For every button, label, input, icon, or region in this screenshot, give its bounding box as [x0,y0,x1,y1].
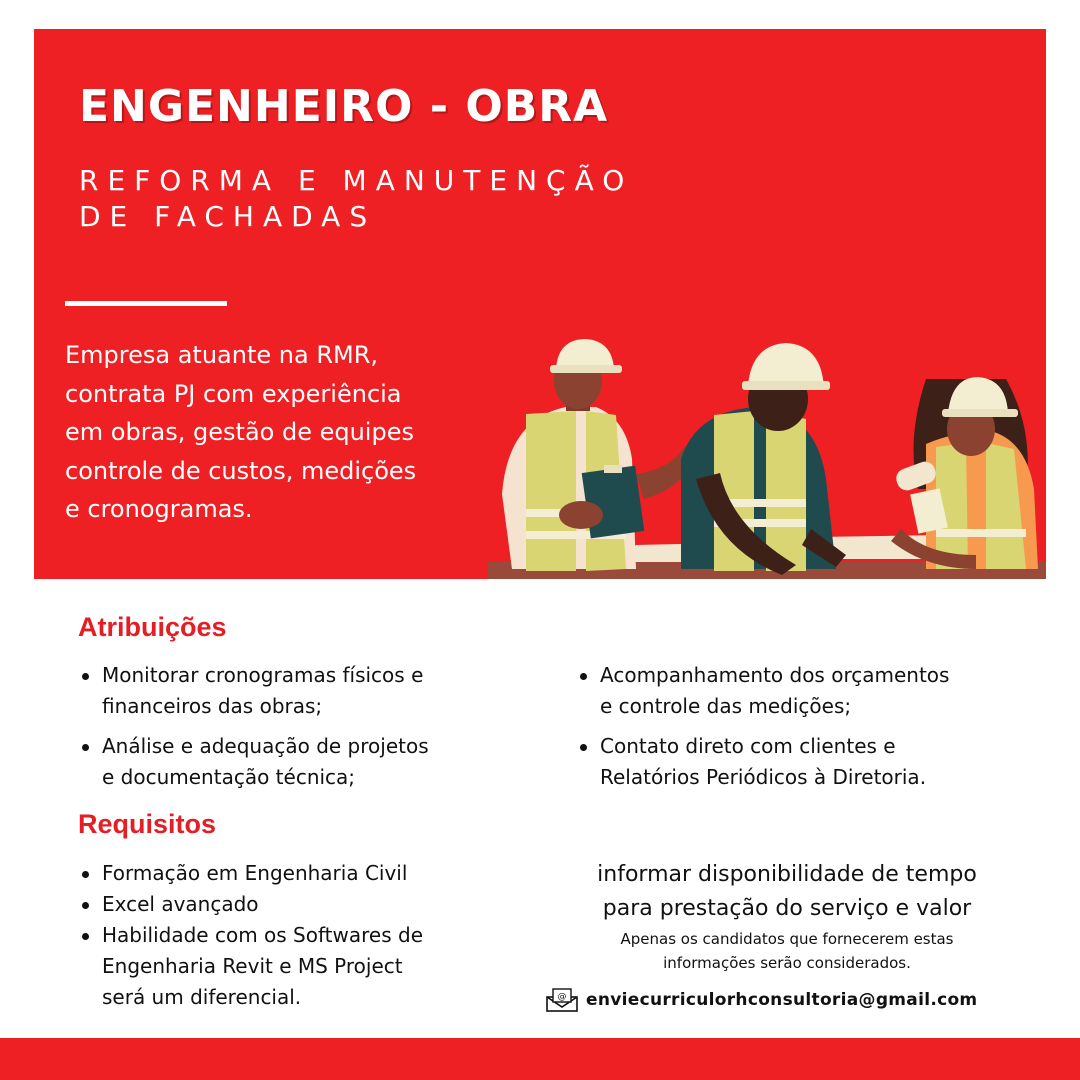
subtitle-line: DE FACHADAS [79,200,377,233]
svg-text:@: @ [557,992,567,1002]
intro-line: Empresa atuante na RMR, [65,341,379,369]
list-item [78,858,423,889]
engineers-illustration [486,319,1046,579]
list-item-line: e controle das medições; [600,694,852,718]
note-line: informações serão considerados. [663,954,911,972]
list-item-line: será um diferencial. [102,985,302,1009]
worker-middle-figure [681,343,846,575]
list-item-line: Acompanhamento dos orçamentos [600,663,950,687]
divider-line [65,301,227,306]
atribuicoes-list-right [576,660,949,802]
list-item-line: Engenharia Revit e MS Project [102,954,403,978]
list-item-line: Contato direto com clientes e [600,734,896,758]
job-title: ENGENHEIRO - OBRA [79,81,609,132]
hero-banner [34,29,1046,579]
list-item-line: Excel avançado [102,892,259,916]
availability-text [540,858,1034,926]
job-subtitle [79,163,633,235]
note-line: Apenas os candidatos que fornecerem estas [620,930,954,948]
list-item [78,920,423,1013]
list-item [78,889,423,920]
intro-line: e cronogramas. [65,495,253,524]
intro-line: controle de custos, medições [65,456,417,485]
footer-bar [0,1038,1080,1080]
subtitle-line: REFORMA E MANUTENÇÃO [79,164,634,197]
list-item-line: financeiros das obras; [102,694,323,718]
email-row [546,986,977,1014]
intro-text [65,336,485,529]
list-item [576,660,949,722]
worker-right-figure [891,377,1038,569]
intro-line: em obras, gestão de equipes [65,418,414,447]
list-item-line: Relatórios Periódicos à Diretoria. [600,765,927,789]
atribuicoes-heading: Atribuições [78,612,227,642]
contact-block [540,858,1034,975]
list-item-line: Análise e adequação de projetos [102,734,429,758]
worker-left-figure [502,339,698,571]
list-item [576,731,949,793]
list-item [78,731,429,793]
list-item-line: Habilidade com os Softwares de [102,923,423,947]
envelope-at-icon [546,988,578,1012]
availability-line: para prestação do serviço e valor [602,896,972,921]
candidates-note [540,927,1034,975]
list-item-line: e documentação técnica; [102,765,356,789]
email-address[interactable]: enviecurriculorhconsultoria@gmail.com [586,990,978,1010]
requisitos-list [78,858,423,1013]
intro-line: contrata PJ com experiência [65,379,402,408]
requisitos-heading: Requisitos [78,809,217,839]
availability-line: informar disponibilidade de tempo [597,862,977,887]
atribuicoes-list-left [78,660,429,802]
list-item-line: Formação em Engenharia Civil [102,861,408,885]
list-item-line: Monitorar cronogramas físicos e [102,663,424,687]
list-item [78,660,429,722]
